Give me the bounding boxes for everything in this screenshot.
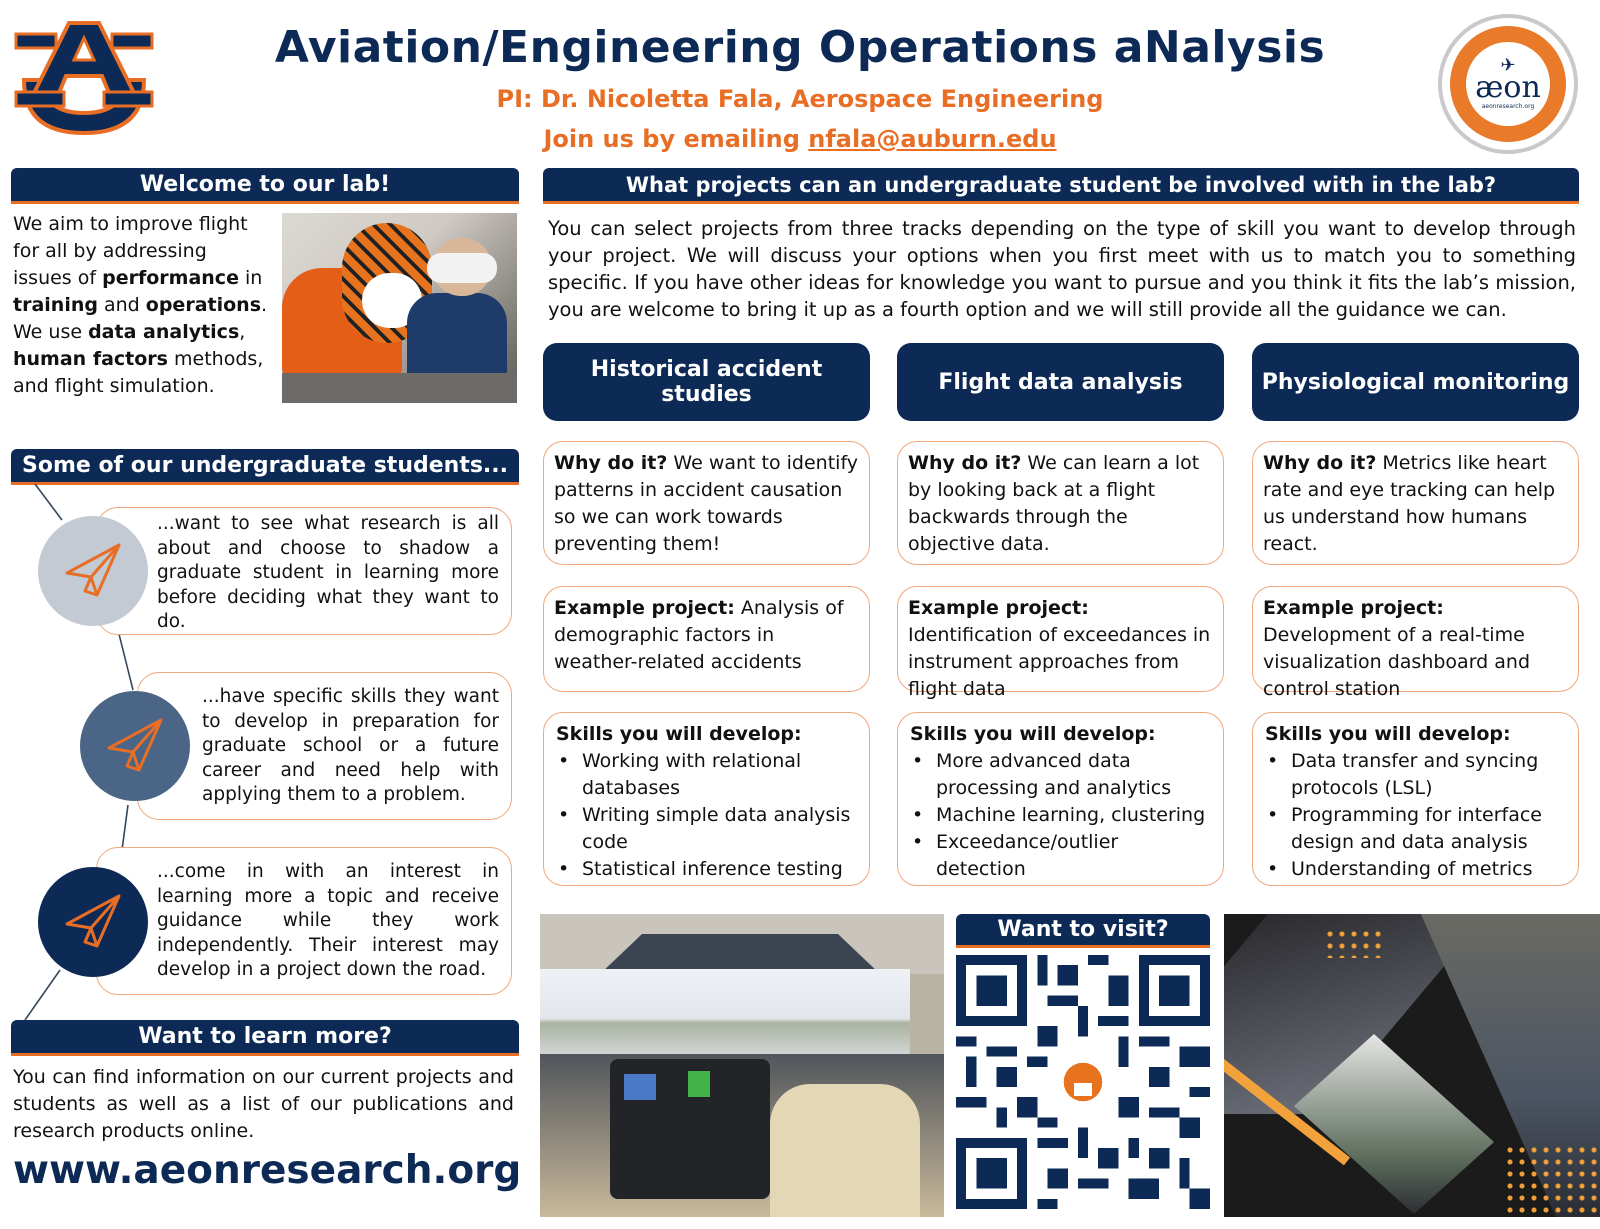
student-circle-3 bbox=[38, 867, 148, 977]
track-2-why: Why do it? We can learn a lot by looking back at a flight backwards through the objective data. bbox=[897, 441, 1224, 565]
track-2-example: Example project: Identification of exceedances in instrument approaches from flight data bbox=[897, 586, 1224, 692]
track-flight-data-analysis: Flight data analysis bbox=[897, 343, 1224, 421]
email-link[interactable]: nfala@auburn.edu bbox=[808, 125, 1057, 153]
track-1-example: Example project: Analysis of demographic factors in weather-related accidents bbox=[543, 586, 870, 692]
student-circle-1 bbox=[38, 516, 148, 626]
visit-heading: Want to visit? bbox=[956, 914, 1210, 948]
student-circle-2 bbox=[80, 691, 190, 801]
student-item-2: ...have specific skills they want to develop in preparation for graduate school or a future career and need help with applying them to a problem. bbox=[137, 672, 512, 820]
simulator-collage-photo bbox=[1224, 914, 1600, 1217]
track-historical-accident-studies: Historical accident studies bbox=[543, 343, 870, 421]
qr-code[interactable] bbox=[956, 955, 1210, 1209]
flight-simulator-photo bbox=[540, 914, 944, 1217]
welcome-heading: Welcome to our lab! bbox=[11, 168, 519, 204]
welcome-text: We aim to improve flight for all by addressing issues of performance in training and operations. We use data analytics, human factors methods, and flight simulation. bbox=[13, 213, 268, 397]
skills-list: • Working with relational databases • Writing simple data analysis code • Statistical inference testing bbox=[556, 748, 859, 883]
poster-title: Aviation/Engineering Operations aNalysis bbox=[274, 22, 1326, 73]
skills-list: • Data transfer and syncing protocols (LSL) • Programming for interface design and data analysis • Understanding of metrics bbox=[1265, 748, 1568, 883]
paper-plane-icon bbox=[105, 716, 165, 776]
track-3-why: Why do it? Metrics like heart rate and eye tracking can help us understand how humans react. bbox=[1252, 441, 1579, 565]
aeon-logo-url: aeonresearch.org bbox=[1481, 102, 1535, 110]
track-1-why: Why do it? We want to identify patterns in accident causation so we can work towards preventing them! bbox=[543, 441, 870, 565]
track-physiological-monitoring: Physiological monitoring bbox=[1252, 343, 1579, 421]
projects-heading: What projects can an undergraduate student be involved with in the lab? bbox=[543, 168, 1579, 204]
join-line bbox=[0, 125, 1600, 153]
student-item-3: ...come in with an interest in learning more a topic and receive guidance while they work independently. Their interest may develop in a project down the road. bbox=[96, 847, 512, 995]
learn-more-heading: Want to learn more? bbox=[11, 1020, 519, 1056]
paper-plane-icon bbox=[63, 541, 123, 601]
track-3-skills: Skills you will develop: • Data transfer and syncing protocols (LSL) • Programming for interface design and data analysis • Understanding of metrics bbox=[1252, 712, 1579, 886]
projects-intro: You can select projects from three tracks depending on the type of skill you want to develop through your project. We will discuss your options when you first meet with us to match you to something specific. If you have other ideas for knowledge you want to pursue and you think it fits the lab’s mission, you are welcome to bring it up as a fourth option and we will still provide all the guidance we can. bbox=[548, 217, 1576, 321]
aeon-logo bbox=[1438, 14, 1578, 154]
aeon-logo-text: æon bbox=[1475, 69, 1541, 105]
student-item-1: ...want to see what research is all about and choose to shadow a graduate student in learning more before deciding what they want to do. bbox=[96, 507, 512, 635]
gear-icon bbox=[1450, 26, 1566, 142]
track-1-skills: Skills you will develop: • Working with relational databases • Writing simple data analysis code • Statistical inference testing bbox=[543, 712, 870, 886]
website-link[interactable]: www.aeonresearch.org bbox=[13, 1148, 522, 1193]
skills-list: • More advanced data processing and analytics • Machine learning, clustering • Exceedance/outlier detection bbox=[910, 748, 1213, 883]
track-2-skills: Skills you will develop: • More advanced data processing and analytics • Machine learning, clustering • Exceedance/outlier detection bbox=[897, 712, 1224, 886]
paper-plane-icon bbox=[63, 892, 123, 952]
students-heading: Some of our undergraduate students... bbox=[11, 449, 519, 485]
plane-icon: ✈ bbox=[1500, 54, 1516, 76]
join-prefix: Join us by emailing bbox=[543, 125, 809, 153]
mascot-vr-photo bbox=[282, 213, 517, 403]
learn-more-text: You can find information on our current projects and students as well as a list of our publications and research products online. bbox=[13, 1066, 514, 1142]
pi-line: PI: Dr. Nicoletta Fala, Aerospace Engineering bbox=[496, 85, 1104, 113]
track-3-example: Example project: Development of a real-time visualization dashboard and control station bbox=[1252, 586, 1579, 692]
